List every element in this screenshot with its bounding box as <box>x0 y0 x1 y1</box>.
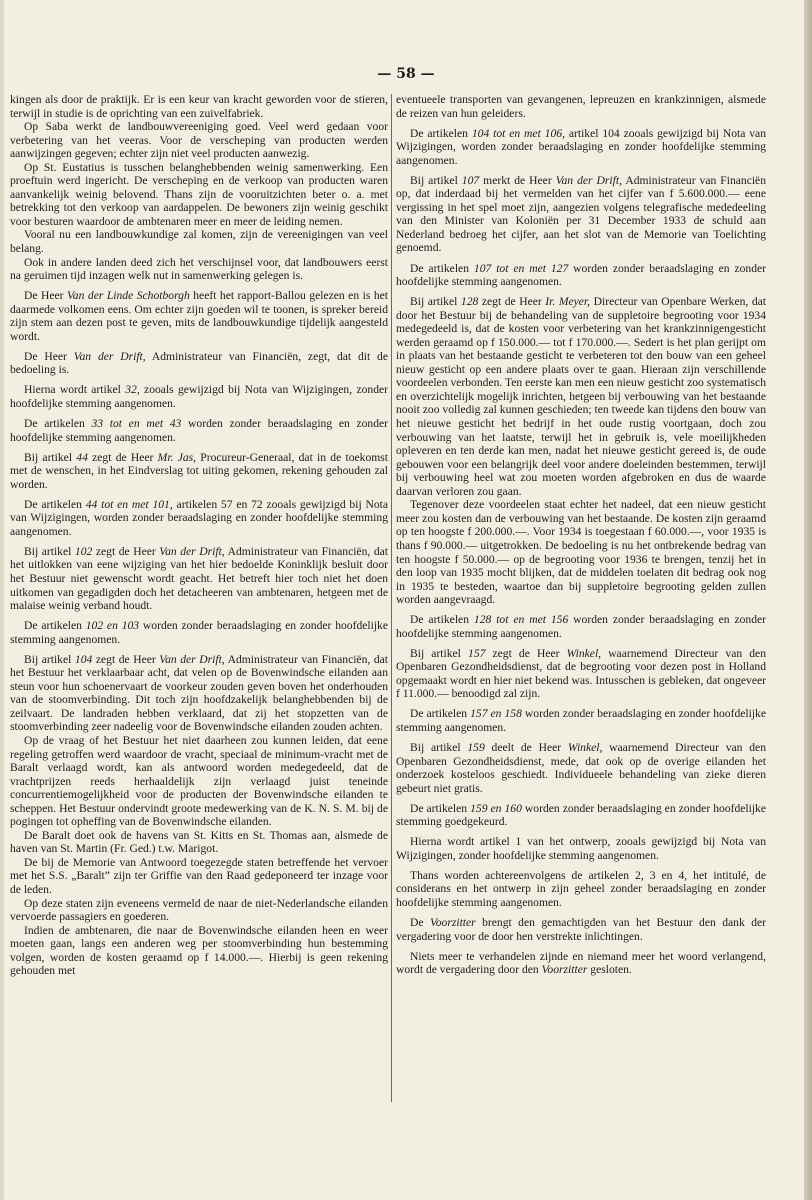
paragraph <box>396 127 766 168</box>
emphasized-text: 157 en 158 <box>470 707 522 721</box>
paragraph <box>10 417 388 444</box>
text-run: kingen als door de praktijk. Er is een keur van kracht geworden voor de stieren, terwijl in studie is de oprichting van een zuivelfabriek. <box>10 93 388 120</box>
paragraph <box>10 383 388 410</box>
paragraph <box>396 93 766 120</box>
text-run: zegt de Heer <box>92 544 160 558</box>
text-run: De artikelen <box>410 613 474 627</box>
text-run: Procureur-Generaal, dat in de toekomst met de wenschen, in het Eindverslag tot uiting gekomen, rekening gehouden zal worden. <box>10 450 389 491</box>
text-run: zegt de Heer <box>87 450 158 464</box>
emphasized-text: 128 <box>460 295 479 309</box>
paragraph <box>10 256 388 283</box>
page-right-edge <box>804 0 812 1200</box>
text-run: De Baralt doet ook de havens van St. Kitts en St. Thomas aan, alsmede de haven van St. Martin (Fr. Ged.) t.w. Marigot. <box>10 828 388 856</box>
text-run: De <box>410 916 430 930</box>
text-run: Bij artikel <box>24 450 77 464</box>
text-run: worden zonder beraadslaging en zonder hoofdelijke stemming aangenomen. <box>396 261 767 289</box>
paragraph <box>10 161 388 229</box>
paragraph <box>396 802 766 829</box>
paragraph <box>10 924 388 978</box>
emphasized-text: Van der Drift, <box>159 652 225 666</box>
emphasized-text: Winkel, <box>567 741 603 755</box>
emphasized-text: Van der Drift, <box>73 349 146 363</box>
paragraph <box>10 734 388 829</box>
emphasized-text: 102 en 103 <box>85 619 140 633</box>
text-run: Op Saba werkt de landbouwvereeniging goed. Veel werd gedaan voor verbetering van het veeras. Voor de verscheping van producten werden aanwijzingen gegeven; echter zijn niet veel producten aanwezig. <box>10 120 388 161</box>
text-run: Indien de ambtenaren, die naar de Bovenwindsche eilanden heen en weer moeten gaan, langs een anderen weg per stoomverbinding hun bestemming volgen, worden de kosten geraamd op f 14.000.—. Hierbij is geen rekening gehouden met <box>10 923 388 978</box>
paragraph <box>10 451 388 492</box>
emphasized-text: Voorzitter <box>541 963 588 977</box>
text-run: De artikelen <box>410 707 471 721</box>
emphasized-text: 44 <box>76 450 88 464</box>
emphasized-text: Mr. Jas, <box>157 450 197 464</box>
text-run: Administrateur van Financiën, zegt, dat dit de bedoeling is. <box>10 349 388 377</box>
column-divider <box>391 94 392 1102</box>
emphasized-text: 32, <box>125 383 140 397</box>
paragraph <box>10 545 388 613</box>
text-run: zegt de Heer <box>478 295 546 309</box>
text-run: De artikelen <box>410 261 474 275</box>
text-run: Thans worden achtereenvolgens de artikelen 2, 3 en 4, het intitulé, de considerans en het ontwerp in zijn geheel zonder beraadslaging en zonder hoofdelijke stemming aangenomen. <box>396 868 766 910</box>
paragraph <box>10 93 388 120</box>
text-run: Bij artikel <box>24 544 75 558</box>
text-run: deelt de Heer <box>484 741 568 755</box>
text-run: worden zonder beraadslaging en zonder hoofdelijke stemming goedgekeurd. <box>396 801 766 829</box>
emphasized-text: 44 tot en met 101, <box>85 497 173 511</box>
text-run: Administrateur van Financiën op, dat inderdaad bij het vermelden van het cijfer van f 5.600.000.— eene vergissing in het spel moet zijn, aangezien volgens telegrafische mededeeling van den Minister van Koloniën per 31 December 1933 de schuld aan Nederland bedroeg het cijfer, aan het slot van de Memorie van Toelichting genoemd. <box>396 173 767 255</box>
paragraph <box>10 120 388 161</box>
text-run: Ook in andere landen deed zich het verschijnsel voor, dat landbouwers eerst na geruimen tijd inzagen welk nut in samenwerking gelegen is. <box>10 255 388 283</box>
right-column <box>396 93 766 977</box>
text-run: Vooral nu een landbouwkundige zal komen, zijn de vereenigingen van veel belang. <box>10 228 388 256</box>
text-run: De artikelen <box>24 417 92 431</box>
text-run: artikelen 57 en 72 zooals gewijzigd bij Nota van Wijzigingen, worden zonder beraadslaging en zonder hoofdelijke stemming aangenomen. <box>10 497 389 538</box>
emphasized-text: 128 tot en met 156 <box>473 613 569 627</box>
text-run: worden zonder beraadslaging en zonder hoofdelijke stemming aangenomen. <box>396 613 767 640</box>
text-run: Bij artikel <box>410 173 462 187</box>
text-run: Tegenover deze voordeelen staat echter het nadeel, dat een nieuw gesticht meer zou kosten dan de verbouwing van het bestaande. De kosten zijn geraamd op ten hoogste f 200.000.—. Voor 1934 is toegestaan f 60.000.—, voor 1935 is thans f 90.000.— uitgetrokken. De bedoeling is nu het ontbrekende bedrag van ten hoogste f 50.000.— op de begrooting voor 1936 te brengen, tenzij het in den loop van 1935 mocht blijken, dat de middelen toelaten dit bedrag ook nog in 1935 te besteden, waartoe dan bij suppletoire begrooting gelden zullen worden aangevraagd. <box>396 498 766 607</box>
emphasized-text: 33 tot en met 43 <box>91 417 182 431</box>
text-run: waarnemend Directeur van den Openbaren Gezondheidsdienst, mede, dat ook op de overige eilanden het onderzoek kosteloos geschiedt. Individueele behandeling van zieke dieren gebeurt niet gratis. <box>396 741 767 795</box>
text-run: artikel 104 zooals gewijzigd bij Nota van Wijzigingen, worden zonder beraadslaging en zonder hoofdelijke stemming aangenomen. <box>396 126 766 167</box>
paragraph <box>396 295 766 498</box>
text-run: De Heer <box>24 349 74 363</box>
emphasized-text: Winkel, <box>566 646 602 660</box>
text-run: heeft het rapport-Ballou gelezen en is het daarmede volkomen eens. Om echter zijn goeden wil te toonen, is spreker bereid zijn stem aan dezen post te geven, mits de landbouwkundige tijdelijk aangesteld wordt. <box>10 289 388 343</box>
paragraph <box>10 498 388 539</box>
text-run: zooals gewijzigd bij Nota van Wijzigingen, zonder hoofdelijke stemming aangenomen. <box>10 383 388 410</box>
text-run: brengt den gemachtigden van het Bestuur den dank der vergadering voor de door hen verstrekte inlichtingen. <box>396 916 766 943</box>
text-run: Bij artikel <box>410 295 461 309</box>
text-run: gesloten. <box>587 963 632 977</box>
emphasized-text: 159 en 160 <box>470 801 522 815</box>
text-run: De artikelen <box>410 126 472 140</box>
text-run: Niets meer te verhandelen zijnde en niemand meer het woord verlangend, wordt de vergadering door den <box>396 949 766 977</box>
text-run: Op de vraag of het Bestuur het niet daarheen zou kunnen leiden, dat eene regeling getroffen werd waardoor de vracht, speciaal de minimum-vracht met de Baralt verlaagd wordt, kan als antwoord worden medegedeeld, dat de vrachtprijzen reeds herhaaldelijk zijn verlaagd juist teneinde concurrentiemogelijkheid voor de producten der Bovenwindsche eilanden te scheppen. Het Bestuur ondervindt groote medewerking van de K. N. S. M. bij de pogingen tot opheffing van de Bovenwindsche eilanden. <box>10 734 388 829</box>
text-run: Bij artikel <box>410 646 469 660</box>
text-run: worden zonder beraadslaging en zonder hoofdelijke stemming aangenomen. <box>10 619 388 646</box>
paragraph <box>10 856 388 897</box>
text-run: worden zonder beraadslaging en zonder hoofdelijke stemming aangenomen. <box>396 707 766 735</box>
emphasized-text: Van der Drift, <box>555 173 622 187</box>
paragraph <box>396 950 766 977</box>
paragraph <box>396 613 766 640</box>
paragraph <box>396 916 766 943</box>
page-number: — 58 — <box>377 66 435 82</box>
emphasized-text: 159 <box>467 741 485 755</box>
text-run: Hierna wordt artikel <box>24 383 126 397</box>
text-run: Directeur van Openbare Werken, dat door het Bestuur bij de behandeling van de suppletoire begrooting voor 1934 medegedeeld is, dat de kosten voor verbetering van het krankzinnigengesticht werden geraamd op f 150.000.— tot f 170.000.—. Sedert is het plan gerijpt om in plaats van het bestaande gesticht te verbeteren tot den bouw van een geheel nieuw gesticht op een andere plaats over te gaan. Hieraan zijn verschillende voordeelen verbonden. Ten eerste kan men een nieuw gesticht zoo systematisch en overzichtelijk mogelijk inrichten, hetgeen bij verbouwing van het bestaande nooit zoo volledig zal kunnen geschieden; ten tweede kan tijdens den bouw van het nieuwe gesticht het bedrijf in het oude rustig voortgaan, doch zou verbouwing van het laatste, terwijl het in gebruik is, vele moeilijkheden opleveren en ten derde kan men, nadat het nieuwe gesticht gereed is, de oude gebouwen voor een belangrijk deel voor andere doeleinden bestemmen, terwijl bij verbouwing heel wat zou moeten worden afgebroken en dus de waarde daarvan verloren zou gaan. <box>396 295 767 498</box>
paragraph <box>10 228 388 255</box>
text-run: merkt de Heer <box>479 173 556 187</box>
emphasized-text: 107 tot en met 127 <box>473 261 569 275</box>
text-run: De artikelen <box>24 497 86 511</box>
paragraph <box>396 262 766 289</box>
text-run: De Heer <box>24 289 68 303</box>
emphasized-text: Voorzitter <box>429 916 476 930</box>
emphasized-text: 157 <box>468 646 486 660</box>
paragraph <box>396 741 766 795</box>
text-run: Hierna wordt artikel 1 van het ontwerp, zooals gewijzigd bij Nota van Wijzigingen, zonder hoofdelijke stemming aangenomen. <box>396 835 766 862</box>
paragraph <box>10 350 388 377</box>
paragraph <box>10 829 388 856</box>
text-run: Administrateur van Financiën, dat het Bestuur het verklaarbaar acht, dat velen op de Bovenwindsche eilanden aan steun voor hun schoenervaart de voorkeur zouden geven boven het onderhouden van de stoomverbinding. Dit toch zijn hoofdzakelijk belanghebbenden bij de zeilvaart. De landraden hebben verklaard, dat zij het stopzetten van de stoomverbinding zeer nadeelig voor de Bovenwindsche eilanden zouden achten. <box>10 652 388 734</box>
paragraph <box>396 707 766 734</box>
left-column <box>10 93 388 978</box>
paragraph <box>396 869 766 910</box>
paragraph <box>10 619 388 646</box>
text-run: De bij de Memorie van Antwoord toegezegde staten betreffende het vervoer met het S.S. „Baralt” zijn ter Griffie van den Raad gedeponeerd ter inzage voor de leden. <box>10 855 388 897</box>
paragraph <box>10 289 388 343</box>
emphasized-text: 104 tot en met 106, <box>471 126 565 140</box>
emphasized-text: 104 <box>74 652 93 666</box>
emphasized-text: 107 <box>461 173 480 187</box>
text-run: Administrateur van Financiën, dat het uitlokken van eene wijziging van het hier bedoelde Koninklijk besluit door het Bestuur niet gewenscht wordt geacht. Het betreft hier toch niet het doen uitkomen van gegadigden doch het detacheeren van ambtenaren, hetgeen met de malaise weinig verband houdt. <box>10 544 388 613</box>
text-run: zegt de Heer <box>485 646 567 660</box>
text-run: De artikelen <box>24 619 86 633</box>
text-run: Op St. Eustatius is tusschen belanghebbenden weinig samenwerking. Een proeftuin werd ingericht. De verscheping en de verkoop van producten waren aanvankelijk weinig belovend. Thans zijn de vooruitzichten beter o. a. met betrekking tot den verkoop van aardappelen. De bewoners zijn weinig geschikt voor besturen waardoor de ambtenaren meer en meer de leiding nemen. <box>10 160 388 228</box>
text-run: Bij artikel <box>410 741 468 755</box>
text-run: waarnemend Directeur van den Openbaren Gezondheidsdienst, dat de begrooting voor dezen post in Holland opgemaakt wordt en hier niet bekend was. Intusschen is gebleken, dat ongeveer f 11.000.— benoodigd zal zijn. <box>396 646 766 701</box>
paragraph <box>10 897 388 924</box>
text-run: Bij artikel <box>24 652 75 666</box>
paragraph <box>396 647 766 701</box>
paragraph <box>396 498 766 606</box>
emphasized-text: Van der Drift, <box>159 544 225 558</box>
paragraph <box>396 174 766 255</box>
text-run: zegt de Heer <box>92 652 160 666</box>
text-run: De artikelen <box>410 801 471 815</box>
text-run: Op deze staten zijn eveneens vermeld de naar de niet-Nederlandsche eilanden vervoerde passagiers en goederen. <box>10 896 388 924</box>
paragraph <box>396 835 766 862</box>
text-run: worden zonder beraadslaging en zonder hoofdelijke stemming aangenomen. <box>10 417 389 444</box>
text-run: eventueele transporten van gevangenen, lepreuzen en krankzinnigen, alsmede de reizen van hun geleiders. <box>396 93 766 120</box>
emphasized-text: Ir. Meyer, <box>545 295 591 309</box>
paragraph <box>10 653 388 734</box>
emphasized-text: Van der Linde Schotborgh <box>67 289 190 303</box>
emphasized-text: 102 <box>74 544 93 558</box>
page-left-edge <box>0 0 4 1200</box>
